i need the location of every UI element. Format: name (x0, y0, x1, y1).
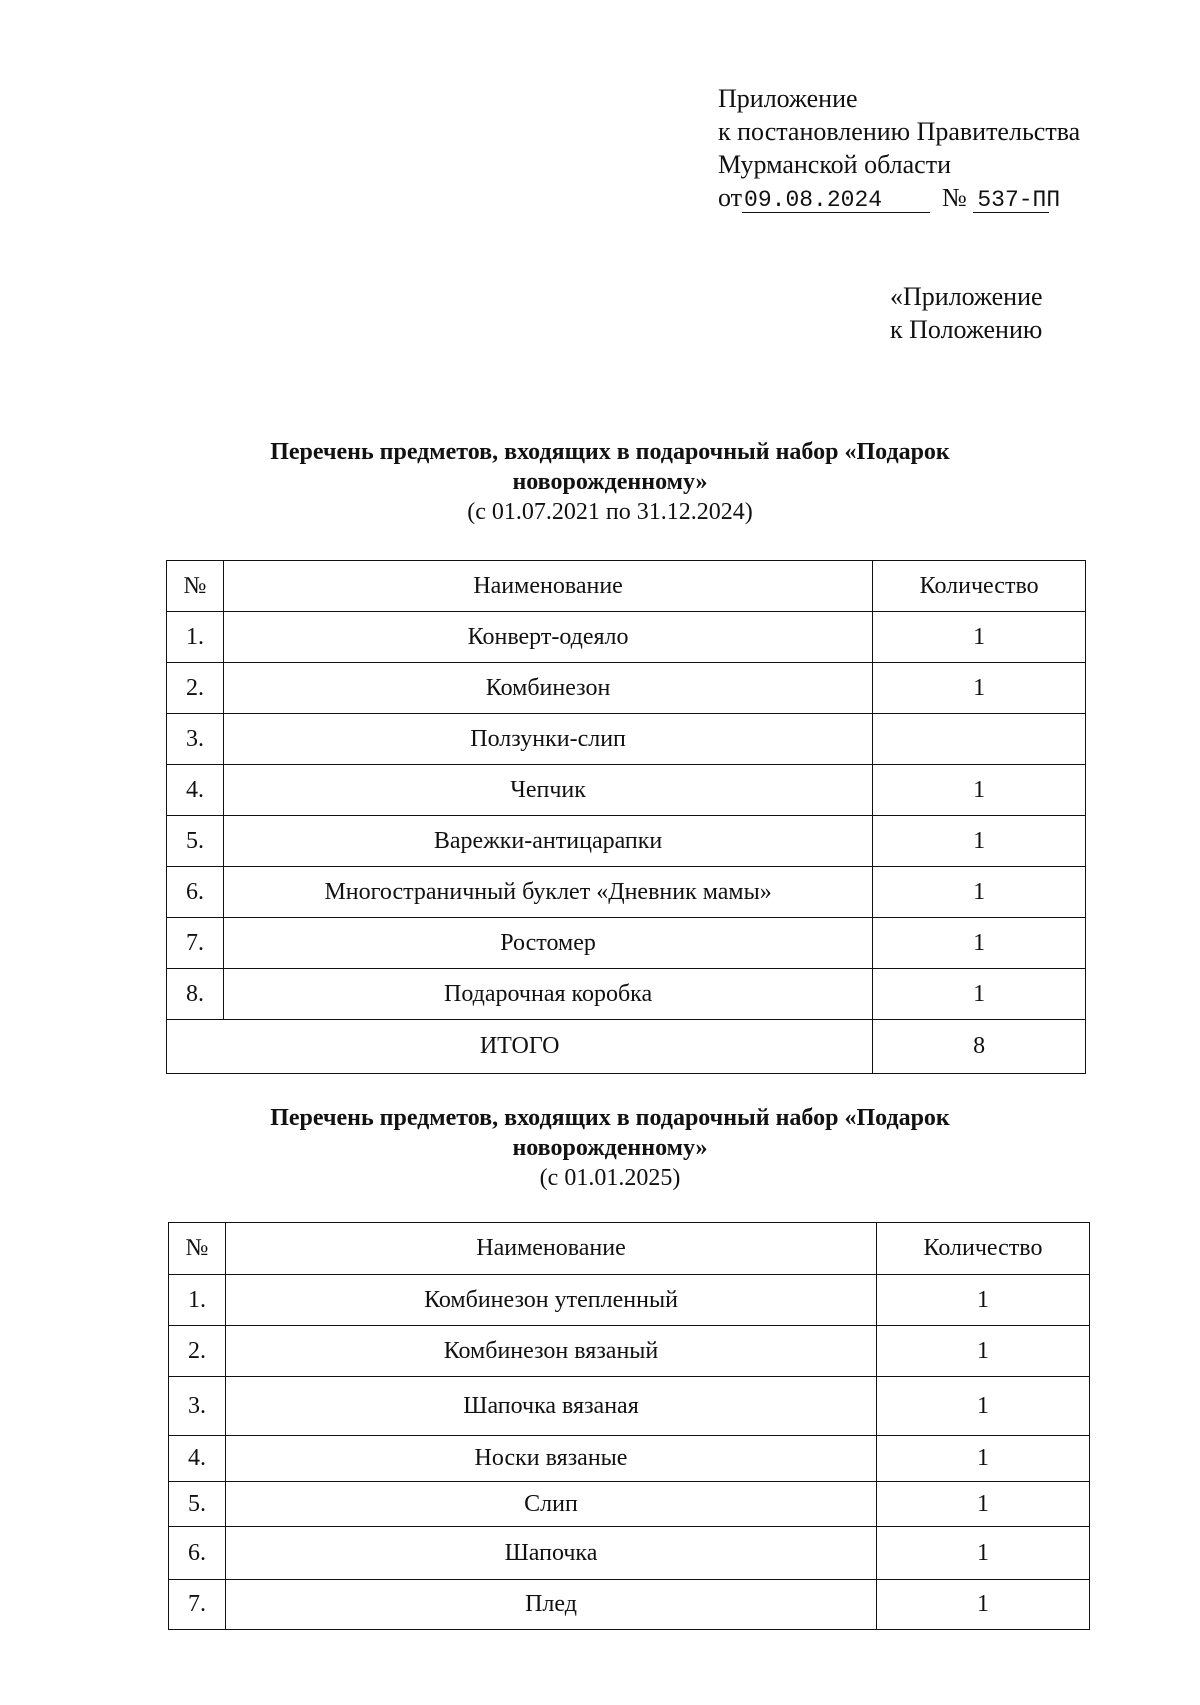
table-row (169, 1377, 1090, 1436)
row-number: 2. (167, 663, 224, 714)
row-number: 6. (169, 1527, 226, 1580)
header-number: № (167, 561, 224, 612)
table-row (169, 1326, 1090, 1377)
table-row (167, 663, 1086, 714)
table-row (169, 1436, 1090, 1482)
table-row (167, 765, 1086, 816)
row-name: Конверт-одеяло (223, 612, 872, 663)
row-quantity: 1 (877, 1275, 1090, 1326)
appendix-region-line: Мурманской области (718, 150, 951, 179)
row-number: 3. (169, 1377, 226, 1436)
header-quantity: Количество (877, 1223, 1090, 1275)
header-name: Наименование (223, 561, 872, 612)
row-quantity: 1 (873, 612, 1086, 663)
table-row (169, 1580, 1090, 1630)
row-number: 7. (167, 918, 224, 969)
row-quantity: 1 (877, 1527, 1090, 1580)
header-number: № (169, 1223, 226, 1275)
row-number: 5. (169, 1482, 226, 1527)
list1-period: (с 01.07.2021 по 31.12.2024) (467, 499, 753, 525)
row-name: Шапочка вязаная (226, 1377, 877, 1436)
row-number: 4. (167, 765, 224, 816)
row-name: Шапочка (226, 1527, 877, 1580)
row-name: Комбинезон утепленный (226, 1275, 877, 1326)
total-value: 8 (873, 1020, 1086, 1074)
appendix-to-regulation-title: «Приложение (890, 282, 1043, 311)
table-header-row (169, 1223, 1090, 1275)
list2-title-line2: новорожденному» (512, 1135, 708, 1161)
row-number: 2. (169, 1326, 226, 1377)
row-quantity: 1 (873, 867, 1086, 918)
row-number: 5. (167, 816, 224, 867)
row-number: 4. (169, 1436, 226, 1482)
row-number: 7. (169, 1580, 226, 1630)
table-header-row (167, 561, 1086, 612)
row-name: Ростомер (223, 918, 872, 969)
row-quantity: 1 (877, 1377, 1090, 1436)
table-row (167, 867, 1086, 918)
list1-title-line2: новорожденному» (512, 469, 708, 495)
resolution-date: 09.08.2024 (742, 188, 930, 213)
table-row (169, 1527, 1090, 1580)
list1-heading (230, 437, 990, 527)
table-row (169, 1275, 1090, 1326)
header-quantity: Количество (873, 561, 1086, 612)
table-total-row (167, 1020, 1086, 1074)
row-quantity: 1 (877, 1580, 1090, 1630)
row-number: 1. (167, 612, 224, 663)
row-number: 1. (169, 1275, 226, 1326)
row-name: Слип (226, 1482, 877, 1527)
row-quantity (873, 714, 1086, 765)
appendix-title: Приложение (718, 84, 858, 113)
list2-heading (230, 1103, 990, 1193)
table-row (167, 969, 1086, 1020)
row-quantity: 1 (873, 918, 1086, 969)
appendix-to-regulation (890, 280, 1043, 346)
row-quantity: 1 (877, 1482, 1090, 1527)
row-quantity: 1 (873, 663, 1086, 714)
row-name: Варежки-антицарапки (223, 816, 872, 867)
table-row (167, 816, 1086, 867)
header-name: Наименование (226, 1223, 877, 1275)
row-number: 8. (167, 969, 224, 1020)
row-number: 6. (167, 867, 224, 918)
table-row (167, 612, 1086, 663)
list1-title-line1: Перечень предметов, входящих в подарочный набор «Подарок (270, 439, 950, 465)
appendix-date-number-line (718, 181, 1080, 214)
row-quantity: 1 (873, 765, 1086, 816)
row-quantity: 1 (873, 969, 1086, 1020)
appendix-resolution-line: к постановлению Правительства (718, 117, 1081, 146)
table-row (169, 1482, 1090, 1527)
appendix-block (718, 82, 1080, 214)
list1-table (166, 560, 1086, 1074)
row-name: Комбинезон вязаный (226, 1326, 877, 1377)
row-name: Комбинезон (223, 663, 872, 714)
list2-table (168, 1222, 1090, 1630)
row-name: Подарочная коробка (223, 969, 872, 1020)
row-name: Многостраничный буклет «Дневник мамы» (223, 867, 872, 918)
list2-period: (с 01.01.2025) (539, 1165, 681, 1191)
row-number: 3. (167, 714, 224, 765)
row-quantity: 1 (877, 1436, 1090, 1482)
table-row (167, 918, 1086, 969)
list2-title-line1: Перечень предметов, входящих в подарочный набор «Подарок (270, 1105, 950, 1131)
row-name: Плед (226, 1580, 877, 1630)
table-row (167, 714, 1086, 765)
total-label: ИТОГО (167, 1020, 873, 1074)
row-name: Чепчик (223, 765, 872, 816)
date-prefix: от (718, 183, 743, 212)
number-sign: № (942, 183, 967, 212)
row-name: Носки вязаные (226, 1436, 877, 1482)
appendix-to-regulation-subtitle: к Положению (890, 315, 1043, 344)
row-quantity: 1 (873, 816, 1086, 867)
resolution-number: 537-ПП (973, 188, 1049, 213)
row-quantity: 1 (877, 1326, 1090, 1377)
row-name: Ползунки-слип (223, 714, 872, 765)
